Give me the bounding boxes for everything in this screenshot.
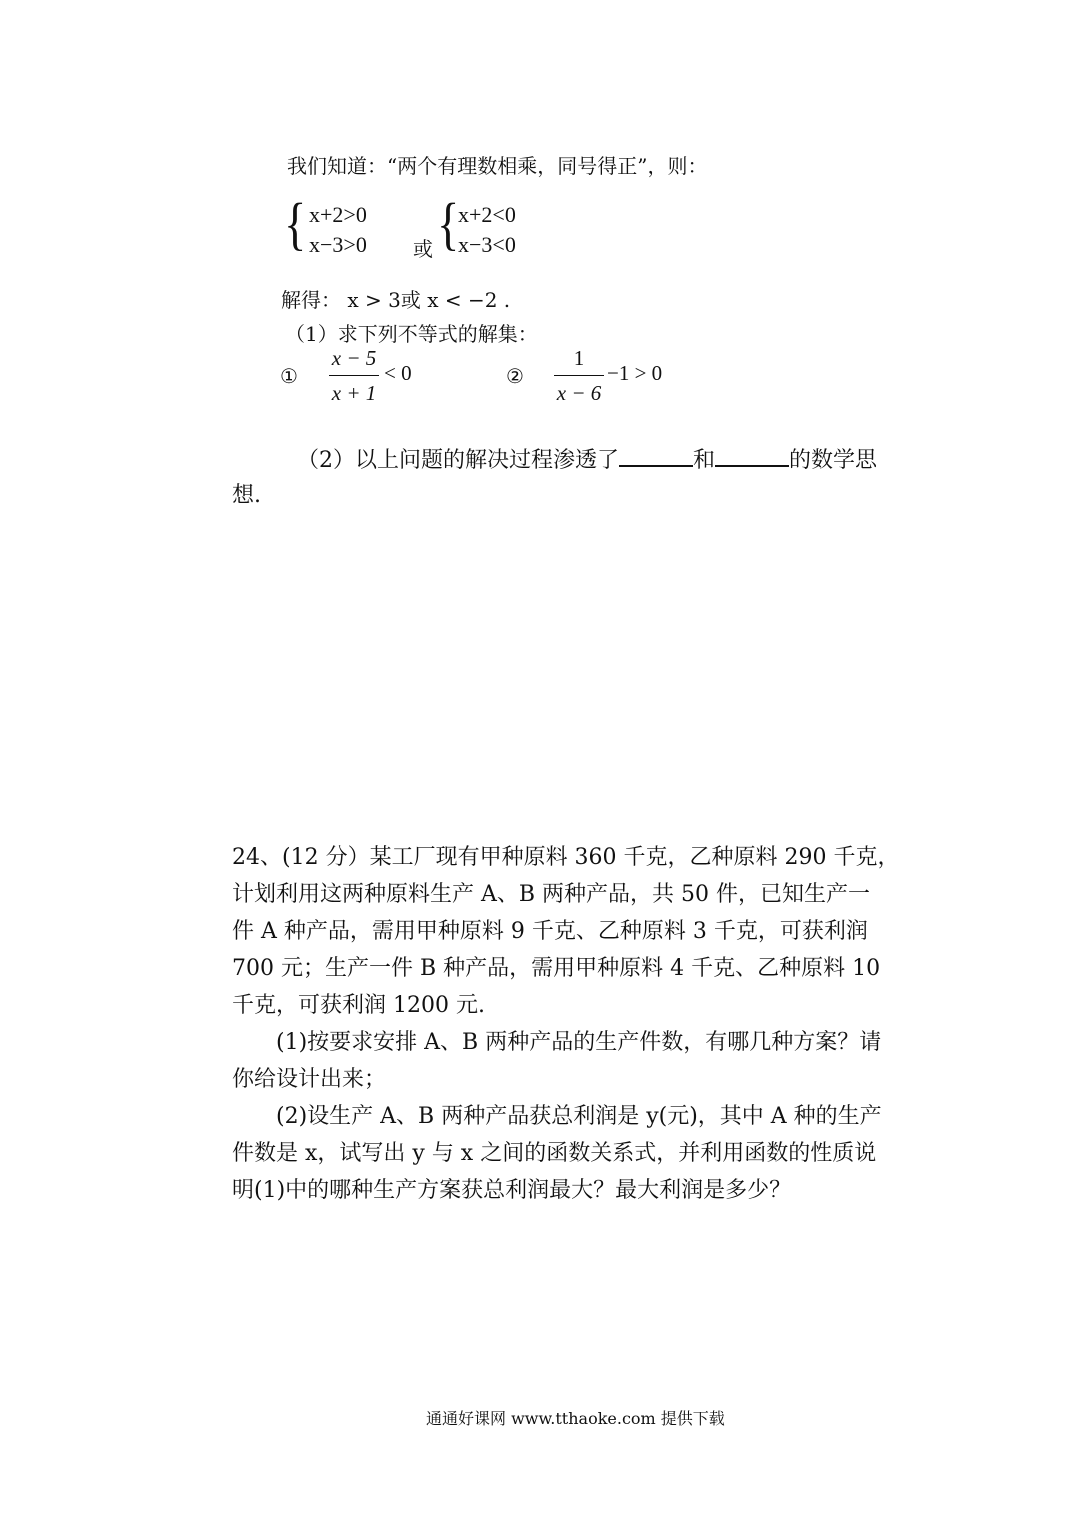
problem24-line: (1)按要求安排 A、B 两种产品的生产件数，有哪几种方案？请: [276, 1030, 882, 1055]
answer-blank-1[interactable]: [619, 447, 693, 467]
inequality-1-relation: < 0: [384, 361, 412, 385]
left-brace-1: {: [284, 191, 307, 256]
fraction-2-denominator: x − 6: [556, 381, 602, 406]
answer-blank-2[interactable]: [715, 447, 789, 467]
system2-line1: x+2<0: [458, 202, 516, 227]
fraction-1-bar: [329, 375, 379, 376]
left-brace-2: {: [437, 191, 460, 256]
system1-line2: x−3>0: [309, 232, 367, 257]
fraction-1: [329, 343, 379, 408]
footer-text: 通通好课网 www.tthaoke.com 提供下载: [426, 1409, 725, 1428]
part2-question: [297, 443, 877, 474]
problem24-line: 件 A 种产品，需用甲种原料 9 千克、乙种原料 3 千克，可获利润: [232, 919, 868, 944]
part2-text-b: 的数学思: [789, 448, 878, 473]
problem24-line: 明(1)中的哪种生产方案获总利润最大？最大利润是多少？: [232, 1178, 792, 1203]
problem24-line: (2)设生产 A、B 两种产品获总利润是 y(元)，其中 A 种的生产: [276, 1104, 882, 1129]
fraction-2-numerator: 1: [573, 346, 585, 370]
problem24-line: 700 元；生产一件 B 种产品，需用甲种原料 4 千克、乙种原料 10: [232, 956, 881, 981]
solution-text: 解得： x > 3或 x < −2 .: [281, 288, 511, 312]
fraction-1-numerator: x − 5: [331, 346, 377, 370]
problem24-line: 你给设计出来；: [232, 1067, 387, 1092]
problem24-line: 计划利用这两种原料生产 A、B 两种产品，共 50 件，已知生产一: [232, 882, 871, 907]
or-word: 或: [413, 237, 433, 261]
part2-and: 和: [693, 448, 716, 473]
circled-one-marker: ①: [280, 364, 298, 388]
fraction-2-bar: [554, 375, 604, 376]
inequality-2-relation: −1 > 0: [607, 361, 663, 385]
system1-line1: x+2>0: [309, 202, 367, 227]
part1-prompt: （1）求下列不等式的解集：: [285, 322, 538, 346]
fraction-1-denominator: x + 1: [331, 381, 377, 406]
problem24-line: 件数是 x，试写出 y 与 x 之间的函数关系式，并利用函数的性质说: [232, 1141, 877, 1166]
problem24-line: 千克，可获利润 1200 元.: [232, 993, 485, 1018]
part2-text-a: （2）以上问题的解决过程渗透了: [297, 448, 619, 473]
fraction-2: [554, 343, 604, 408]
problem24-line: 24、(12 分）某工厂现有甲种原料 360 千克，乙种原料 290 千克，: [232, 845, 900, 870]
circled-two-marker: ②: [506, 364, 524, 388]
system2-line2: x−3<0: [458, 232, 516, 257]
intro-text: 我们知道：“两个有理数相乘，同号得正”，则：: [287, 154, 708, 178]
part2-question-end: 想.: [232, 483, 261, 508]
